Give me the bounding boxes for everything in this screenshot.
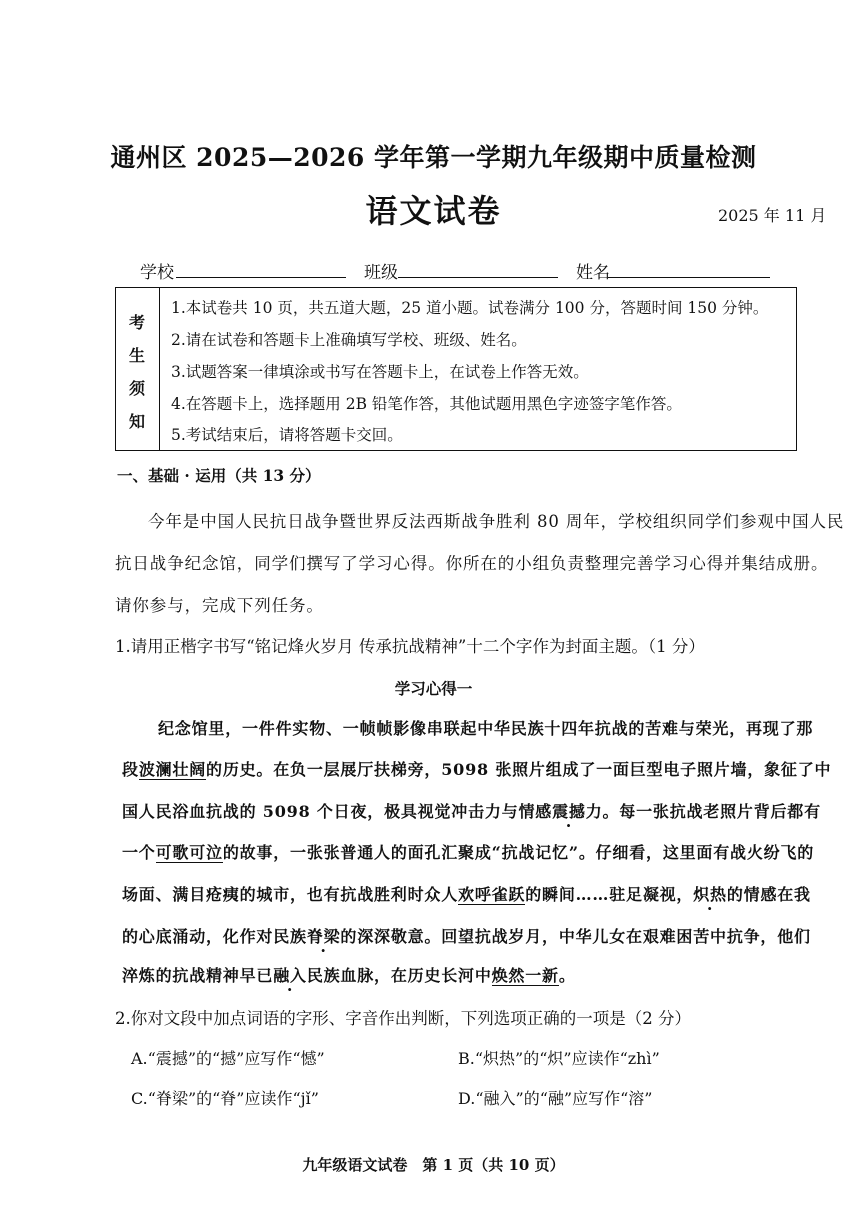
dotted-word: 震撼 <box>552 802 586 821</box>
notice-item: 5.考试结束后，请将答题卡交回。 <box>171 426 403 444</box>
school-blank <box>176 277 346 278</box>
intro-line: 请你参与，完成下列任务。 <box>115 596 324 615</box>
section-heading: 一、基础 · 运用（共 13 分） <box>117 466 321 485</box>
passage-line: 场面、满目疮痍的城市，也有抗战胜利时众人欢呼雀跃的瞬间……驻足凝视，炽热的情感在我 <box>122 885 811 904</box>
notice-item: 4.在答题卡上，选择题用 2B 铅笔作答，其他试题用黑色字迹签字笔作答。 <box>171 395 682 413</box>
option-b: B.“炽热”的“炽”应读作“zhì” <box>458 1049 660 1068</box>
intro-line: 抗日战争纪念馆，同学们撰写了学习心得。你所在的小组负责整理完善学习心得并集结成册。 <box>115 554 829 573</box>
passage-line: 的心底涌动，化作对民族脊梁的深深敬意。回望抗战岁月，中华儿女在艰难困苦中抗争，他们 <box>122 927 811 946</box>
notice-item: 2.请在试卷和答题卡上准确填写学校、班级、姓名。 <box>171 331 527 349</box>
dotted-word: 炽热 <box>693 885 727 904</box>
school-label: 学校 <box>140 263 174 283</box>
exam-notice-box <box>115 287 797 451</box>
name-blank <box>608 277 770 278</box>
passage-line: 国人民浴血抗战的 5098 个日夜，极具视觉冲击力与情感震撼力。每一张抗战老照片背后都有 <box>122 802 821 821</box>
dotted-word: 融入 <box>273 966 307 985</box>
exam-date: 2025 年 11 月 <box>718 206 827 225</box>
page-footer: 九年级语文试卷 第 1 页（共 10 页） <box>302 1156 565 1174</box>
passage-line: 纪念馆里，一件件实物、一帧帧影像串联起中华民族十四年抗战的苦难与荣光，再现了那 <box>158 719 814 738</box>
question-2-stem: 2.你对文段中加点词语的字形、字音作出判断，下列选项正确的一项是（2 分） <box>115 1009 691 1028</box>
notice-item: 3.试题答案一律填涂或书写在答题卡上，在试卷上作答无效。 <box>171 363 589 381</box>
underlined-word: 欢呼雀跃 <box>458 885 526 904</box>
underlined-word: 波澜壮阔 <box>138 760 207 779</box>
notice-side-label <box>116 288 160 450</box>
notice-item: 1.本试卷共 10 页，共五道大题，25 道小题。试卷满分 100 分，答题时间 150 分钟。 <box>171 299 769 317</box>
passage-line: 一个可歌可泣的故事，一张张普通人的面孔汇聚成“抗战记忆”。仔细看，这里面有战火纷飞的 <box>122 843 815 862</box>
underlined-word: 焕然一新 <box>491 966 559 985</box>
notice-side-char: 生 <box>129 346 146 365</box>
name-label: 姓名 <box>576 263 610 283</box>
class-label: 班级 <box>364 263 398 283</box>
exam-title: 通州区 2025—2026 学年第一学期九年级期中质量检测 <box>110 143 757 172</box>
notice-side-char: 考 <box>129 313 146 332</box>
question-1: 1.请用正楷字书写“铭记烽火岁月 传承抗战精神”十二个字作为封面主题。（1 分） <box>115 637 705 656</box>
intro-line: 今年是中国人民抗日战争暨世界反法西斯战争胜利 80 周年，学校组织同学们参观中国人民 <box>148 512 845 531</box>
passage-line: 淬炼的抗战精神早已融入民族血脉，在历史长河中焕然一新。 <box>122 966 576 985</box>
option-d: D.“融入”的“融”应写作“溶” <box>458 1089 653 1108</box>
option-c: C.“脊梁”的“脊”应读作“jǐ” <box>131 1089 319 1108</box>
class-blank <box>398 277 558 278</box>
notice-side-char: 知 <box>129 412 146 431</box>
option-a: A.“震撼”的“撼”应写作“憾” <box>131 1049 325 1068</box>
underlined-word: 可歌可泣 <box>155 843 223 862</box>
notice-side-char: 须 <box>129 379 146 398</box>
exam-subtitle: 语文试卷 <box>365 192 502 230</box>
dotted-word: 脊梁 <box>306 927 341 946</box>
passage-line: 段波澜壮阔的历史。在负一层展厅扶梯旁，5098 张照片组成了一面巨型电子照片墙，象征了中 <box>122 760 832 779</box>
passage-title: 学习心得一 <box>394 679 473 698</box>
